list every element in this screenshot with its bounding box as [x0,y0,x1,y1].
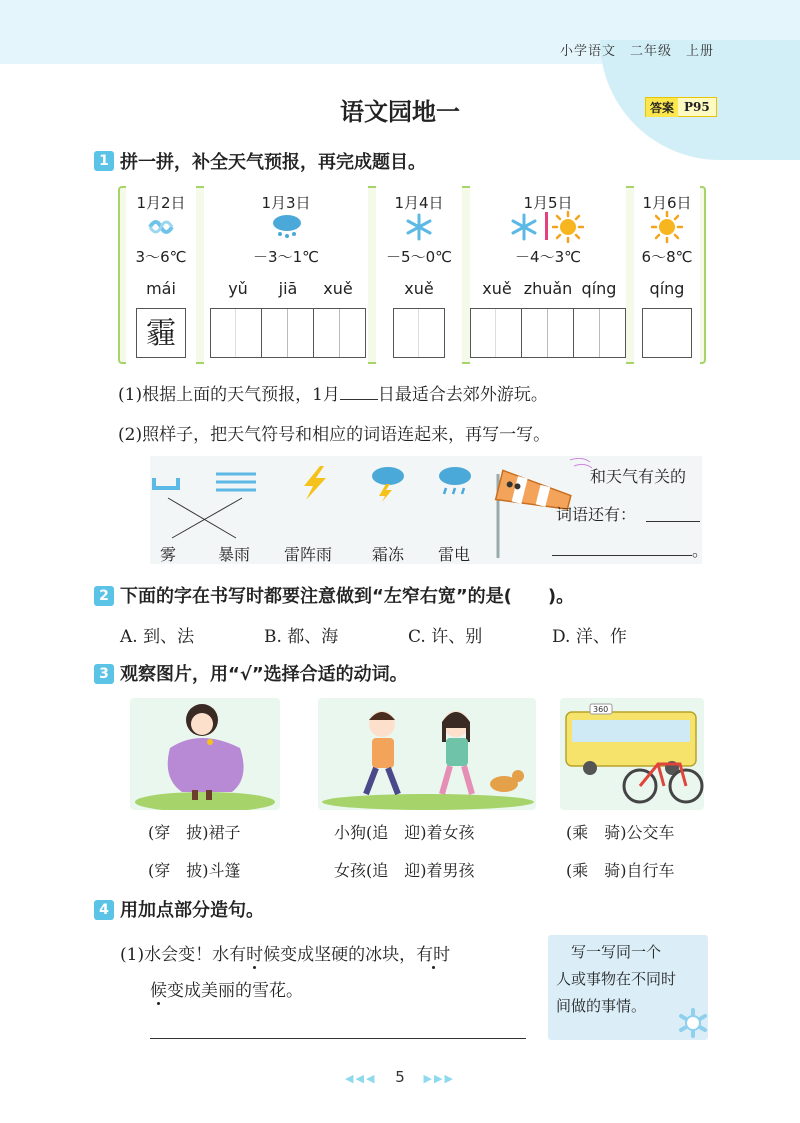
dotted-phrase: 有时候 [229,940,280,965]
series-label: 小学语文 二年级 上册 [560,44,715,59]
question-number-2: 2 [94,586,114,606]
related-words-prompt-2: 词语还有： [556,505,637,524]
question-2-text: 下面的字在书写时都要注意做到“左窄右宽”的是( )。 [120,586,575,607]
char-box[interactable] [642,308,692,358]
answer-page: P95 [684,100,710,114]
verb-choice-ride-2[interactable]: (乘 骑)自行车 [566,861,675,880]
option-c[interactable]: C. 许、别 [408,627,483,647]
question-1-text: 拼一拼，补全天气预报，再完成题目。 [120,152,426,173]
option-b[interactable]: B. 都、海 [264,627,339,647]
char-box[interactable] [522,308,574,358]
example-text: 变成坚硬的冰块， [280,945,417,965]
sentence-answer-line[interactable] [150,1038,526,1039]
question-1-sub-1 [118,380,548,405]
forecast-day-3 [376,186,462,364]
sub-1-text-a: (1)根据上面的天气预报，1月 [118,385,340,405]
rainstorm-symbol-icon [439,467,471,494]
char-box-row [470,308,626,358]
fog-icon [146,216,176,238]
answer-label: 答案 [646,98,678,117]
question-1-sub-2: (2)照样子，把天气符号和相应的词语连起来，再写一写。 [118,425,551,445]
question-4-text: 用加点部分造句。 [120,900,264,921]
sub-1-text-b: 日最适合去郊外游玩。 [377,385,548,405]
forecast-temp: －4～3℃ [515,248,581,266]
bus-bicycle-illustration [560,698,704,810]
sleet-icon [270,212,304,242]
children-dog-illustration [318,698,536,810]
char-box-row [210,308,366,358]
verb-choice-chase-2[interactable]: 女孩(追 迎)着男孩 [334,861,475,880]
related-words-blank-1[interactable] [646,504,700,522]
example-text: (1)水会变！水 [120,945,230,965]
forecast-pinyin: xuě [323,279,353,298]
picture-children-dog [318,698,536,810]
filled-character: 霾 [146,316,176,351]
forecast-pinyin: zhuǎn [523,279,573,298]
word-frost[interactable]: 霜冻 [372,545,405,564]
picture-bus-bicycle [560,698,704,810]
word-rainstorm[interactable]: 暴雨 [218,545,251,564]
left-arrows-icon: ◀◀◀ [345,1072,377,1085]
tip-line-2: 人或事物在不同时 [556,970,677,988]
snowflake-mascot-icon [678,1008,708,1038]
question-number-1: 1 [94,151,114,171]
thunderstorm-symbol-icon [372,467,404,502]
option-a[interactable]: A. 到、法 [120,627,195,647]
forecast-day-4 [470,186,626,364]
answer-blank-day[interactable] [340,399,378,400]
page-number: 5 [395,1068,405,1086]
picture-girl-cape [130,698,280,810]
forecast-day-1 [126,186,196,364]
page-footer [0,1068,800,1086]
forecast-date: 1月6日 [642,194,692,212]
forecast-date: 1月5日 [523,194,573,212]
answer-reference [645,97,717,117]
snowflake-icon [510,213,538,241]
bus-route-number: 360 [593,705,609,714]
question-number-4: 4 [94,900,114,920]
char-box[interactable] [210,308,262,358]
question-4-example-line-1 [120,940,450,965]
forecast-day-2 [204,186,368,364]
verb-choice-chase-1[interactable]: 小狗(追 迎)着女孩 [334,823,475,842]
forecast-pinyin: yǔ [228,279,248,298]
forecast-day-5 [634,186,700,364]
turn-divider [545,212,548,240]
option-d[interactable]: D. 洋、作 [552,627,627,647]
related-words-period: 。 [692,541,709,560]
lightning-symbol-icon [304,466,326,500]
forecast-temp: 3～6℃ [135,248,187,266]
char-box[interactable] [470,308,522,358]
tip-line-3: 间做的事情。 [556,997,647,1015]
forecast-date: 1月4日 [394,194,444,212]
example-match-lines [150,496,270,542]
sun-icon [651,211,683,243]
verb-choice-cape-1[interactable]: (穿 披)裙子 [148,823,241,842]
forecast-pinyin: xuě [404,279,434,298]
dotted-phrase: 有时 [416,940,450,965]
related-words-prompt-1: 和天气有关的 [590,467,687,486]
question-3-text: 观察图片，用“√”选择合适的动词。 [120,664,408,685]
question-number-3: 3 [94,664,114,684]
forecast-pinyin: qíng [581,279,617,298]
word-thunderstorm[interactable]: 雷阵雨 [284,545,333,564]
girl-cape-illustration [130,698,280,810]
right-arrows-icon: ▶▶▶ [423,1072,455,1085]
forecast-date: 1月2日 [136,194,186,212]
sun-icon [552,211,584,243]
forecast-temp: －3～1℃ [253,248,319,266]
forecast-pinyin: jiā [278,279,298,298]
tip-line-1: 写一写同一个 [556,943,662,961]
page-title: 语文园地一 [340,98,460,126]
verb-choice-ride-1[interactable]: (乘 骑)公交车 [566,823,675,842]
forecast-pinyin: qíng [649,279,685,298]
related-words-blank-2[interactable] [552,540,692,556]
verb-choice-cape-2[interactable]: (穿 披)斗篷 [148,861,241,880]
question-4-example-line-2 [150,976,303,1001]
word-thunder-lightning[interactable]: 雷电 [438,545,471,564]
frost-symbol-icon [154,478,178,488]
forecast-temp: 6～8℃ [641,248,693,266]
char-box[interactable] [136,308,186,358]
forecast-pinyin: xuě [482,279,512,298]
forecast-temp: －5～0℃ [386,248,452,266]
char-box[interactable] [574,308,626,358]
fog-symbol-icon [216,474,256,490]
char-box[interactable] [393,308,445,358]
example-text: 变成美丽的雪花。 [167,981,303,1001]
forecast-pinyin: mái [146,279,176,298]
char-box[interactable] [314,308,366,358]
snowflake-icon [405,213,433,241]
dotted-phrase: 候 [150,976,167,1001]
char-box[interactable] [262,308,314,358]
word-fog[interactable]: 雾 [160,545,177,564]
forecast-date: 1月3日 [261,194,311,212]
